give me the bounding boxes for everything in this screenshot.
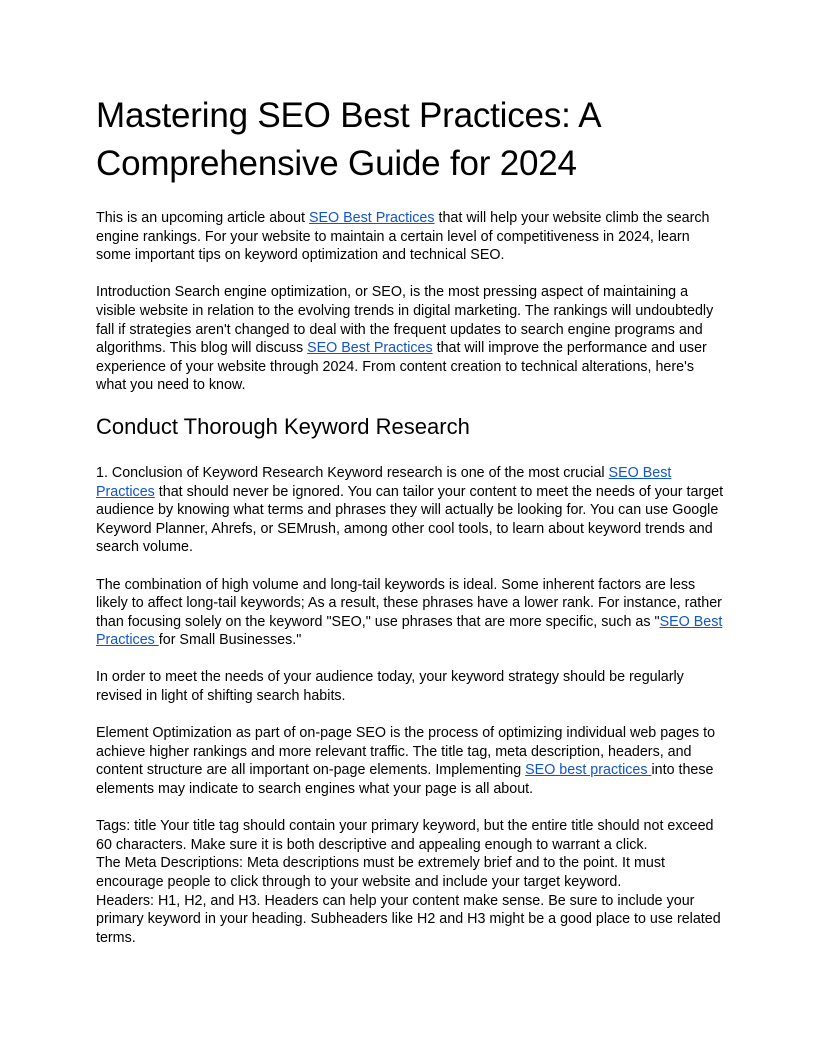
long-tail-text-start: The combination of high volume and long-tail keywords is ideal. Some inherent factors are less likely to affect long-tail keywords; As a result, these phrases have a lower rank. For instance, rather than focusing solely on the keyword "SEO," use phrases that are more specific, such as "	[96, 576, 722, 630]
element-optimization-paragraph	[96, 724, 724, 798]
seo-best-practices-link[interactable]: SEO Best Practices	[96, 464, 672, 500]
seo-best-practices-link[interactable]: SEO Best Practices	[308, 210, 435, 226]
tags-title-paragraph: Tags: title Your title tag should contain your primary keyword, but the entire title should not exceed 60 characters. Make sure it is both descriptive and appealing enough to warrant a click.	[96, 818, 714, 853]
seo-best-practices-link[interactable]: SEO Best Practices	[307, 340, 433, 357]
keyword-research-text-end: that should never be ignored. You can tailor your content to meet the needs of your target audience by knowing what terms and phrases they will actually be looking for. You can use Google Keyword Planner, Ahrefs, or SEMrush, among other cool tools, to learn about keyword trends and search volume.	[96, 483, 724, 556]
seo-best-practices-link[interactable]: SEO best practices	[525, 762, 652, 779]
introduction-text-start: Introduction Search engine optimization, or SEO, is the most pressing aspect of maintaining a visible website in relation to the evolving trends in digital marketing. The rankings will undoubtedly fall if strategies aren't changed to deal with the frequent updates to search engine programs and algorithms. This blog will discuss	[96, 284, 714, 357]
revise-strategy-paragraph: In order to meet the needs of your audience today, your keyword strategy should be regularly revised in light of shifting search habits.	[96, 669, 684, 705]
keyword-research-paragraph	[96, 464, 724, 557]
introduction-text-end: that will improve the performance and user experience of your website through 2024. From content creation to technical alterations, here's what you need to know.	[96, 340, 707, 394]
document-page	[96, 92, 724, 947]
meta-descriptions-paragraph: The Meta Descriptions: Meta descriptions must be extremely brief and to the point. It must encourage people to click through to your website and include your target keyword.	[96, 855, 665, 890]
long-tail-text-end: for Small Businesses."	[158, 632, 302, 649]
seo-best-practices-link[interactable]: SEO Best Practices	[96, 613, 723, 649]
element-optimization-text-end: into these elements may indicate to search engines what your page is all about.	[96, 762, 714, 798]
keyword-research-text-start: 1. Conclusion of Keyword Research Keyword research is one of the most crucial	[96, 464, 609, 481]
intro-text-end: that will help your website climb the search engine rankings. For your website to maintain a certain level of competitiveness in 2024, learn some important tips on keyword optimization and technical SEO.	[96, 210, 710, 264]
intro-paragraph	[96, 209, 724, 265]
section-heading: Conduct Thorough Keyword Research	[96, 413, 470, 439]
element-optimization-text-start: Element Optimization as part of on-page SEO is the process of optimizing individual web pages to achieve higher rankings and more relevant traffic. The title tag, meta description, headers, and content structure are all important on-page elements. Implementing	[96, 725, 716, 779]
introduction-paragraph	[96, 283, 724, 395]
intro-text-start: This is an upcoming article about	[96, 210, 309, 226]
long-tail-paragraph	[96, 576, 724, 650]
headers-paragraph: Headers: H1, H2, and H3. Headers can help your content make sense. Be sure to include your primary keyword in your heading. Subheaders like H2 and H3 might be a good place to use related terms.	[96, 892, 721, 946]
document-title: Mastering SEO Best Practices: A Comprehensive Guide for 2024	[96, 96, 600, 183]
